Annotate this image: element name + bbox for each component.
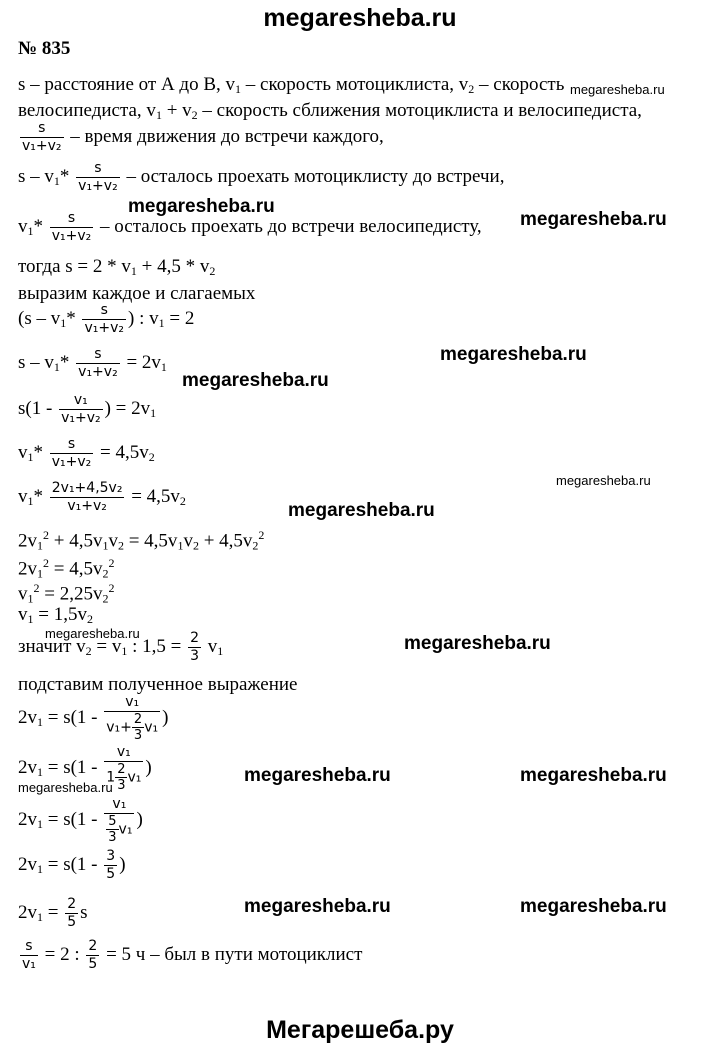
watermark: megaresheba.ru [404, 633, 551, 654]
problem-number: № 835 [18, 38, 71, 59]
text-line-15: $v_1^2 = 2,25v_2^2$ [18, 581, 115, 606]
watermark: megaresheba.ru [18, 780, 113, 795]
text-line-20: $2v_1 = s(1$ - v₁ 1 $\frac{2}{3}$ v₁ ) [18, 744, 152, 793]
watermark: megaresheba.ru [520, 209, 667, 230]
text-line-2: велосипедиста, $v_1 + v_2$ – скорость сближения мотоциклиста и велосипедиста, [18, 100, 642, 122]
text-line-11: $v_1*$ $\frac{s}{\text{v₁+v₂}}$ = $4,5v_2$ [18, 436, 155, 470]
fraction: $\frac{s}{\text{v₁+v₂}}$ [22, 120, 62, 154]
site-footer-title: Мегарешеба.ру [266, 1016, 454, 1044]
text-line-13: $2v_1^2 + 4,5v_1v_2 = 4,5v_1v_2 + 4,5v_2^2$ [18, 528, 265, 553]
text-line-10: s(1 - $\frac{\text{v₁}}{\text{v₁+v₂}}$ ) = $2v_1$ [18, 392, 157, 426]
watermark: megaresheba.ru [128, 196, 275, 217]
text-line-4: s – $v_1*$ $\frac{s}{\text{v₁+v₂}}$ – осталось проехать мотоциклисту до встречи, [18, 160, 505, 194]
watermark: megaresheba.ru [556, 473, 651, 488]
watermark: megaresheba.ru [45, 626, 140, 641]
text-line-12: $v_1*$ $\frac{\text{2v₁+4,5v₂}}{\text{v₁+v₂}}$ = $4,5v_2$ [18, 480, 186, 514]
text-line-8: ($s - v_1*$ $\frac{s}{\text{v₁+v₂}}$ ) : $v_1 = 2$ [18, 302, 195, 336]
text-line-7: выразим каждое и слагаемых [18, 283, 256, 304]
text-line-6: тогда $s = 2 * v_1 + 4,5 * v_2$ [18, 256, 216, 278]
text-line-23: $2v_1$ = $\frac{2}{5}$ s [18, 896, 88, 930]
site-header-title: megaresheba.ru [263, 4, 457, 32]
text-line-21: $2v_1 = s(1$ - v₁ $\frac{5}{3}$ v₁ ) [18, 796, 143, 845]
watermark: megaresheba.ru [244, 765, 391, 786]
watermark: megaresheba.ru [520, 765, 667, 786]
watermark: megaresheba.ru [244, 896, 391, 917]
watermark: megaresheba.ru [570, 82, 665, 97]
text-line-19: $2v_1 = s(1$ - v₁ v₁+ $\frac{2}{3}$ v₁ ) [18, 694, 169, 743]
watermark: megaresheba.ru [520, 896, 667, 917]
watermark: megaresheba.ru [440, 344, 587, 365]
text-line-14: $2v_1^2 = 4,5v_2^2$ [18, 556, 115, 581]
text-line-5: $v_1*$ $\frac{s}{\text{v₁+v₂}}$ – осталось проехать до встречи велосипедисту, [18, 210, 482, 244]
text-line-24: $\frac{s}{\text{v₁}}$ = 2 : $\frac{2}{5}$ = 5 ч – был в пути мотоциклист [22, 938, 363, 972]
text-line-17: значит $v_2 = v_1$ : 1,5 = $\frac{2}{3}$ $v_1$ [18, 630, 224, 664]
watermark: megaresheba.ru [182, 370, 329, 391]
text-line-22: $2v_1 = s(1$ - $\frac{3}{5}$ ) [18, 848, 126, 882]
watermark: megaresheba.ru [288, 500, 435, 521]
text-line-18: подставим полученное выражение [18, 674, 298, 695]
text-line-16: $v_1 = 1,5v_2$ [18, 604, 93, 626]
text-line-1: s – расстояние от А до В, $v_1$ – скорость мотоциклиста, $v_2$ – скорость [18, 74, 565, 96]
text-line-9: s – $v_1*$ $\frac{s}{\text{v₁+v₂}}$ = $2v_1$ [18, 346, 167, 380]
text-line-3: $\frac{s}{\text{v₁+v₂}}$ – время движения до встречи каждого, [22, 120, 384, 154]
